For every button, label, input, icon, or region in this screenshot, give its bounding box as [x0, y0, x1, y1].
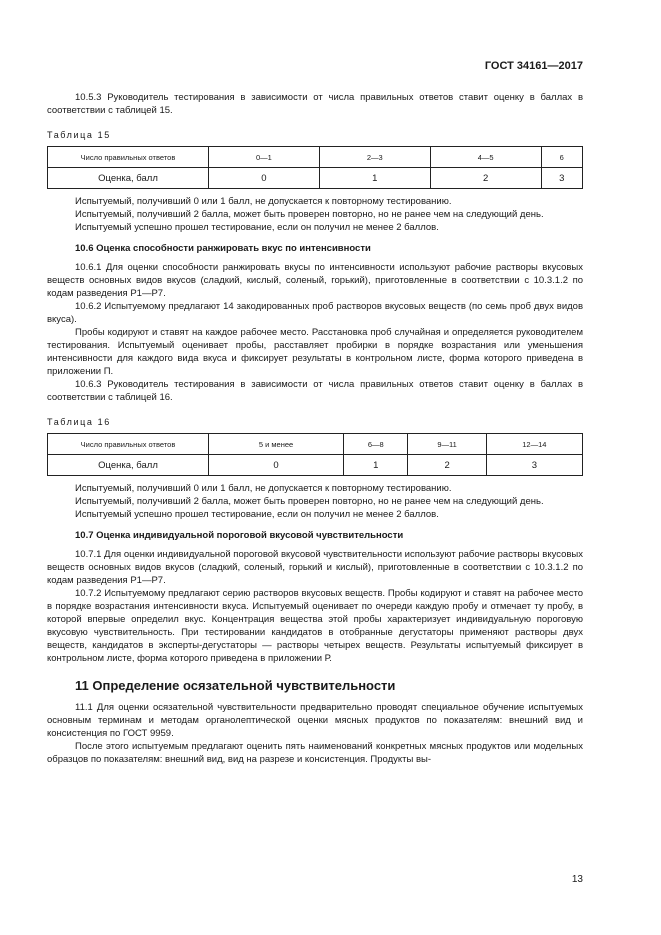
header-cell: Число правильных ответов [48, 434, 209, 455]
section-heading: 10.7 Оценка индивидуальной пороговой вкусовой чувствительности [75, 530, 404, 541]
header-cell: 2—3 [319, 147, 430, 168]
table-row [48, 455, 583, 476]
paragraph: 10.6.3 Руководитель тестирования в зависимости от числа правильных ответов ставит оценку в баллах в соответствии с таблицей 16. [47, 379, 583, 403]
paragraph: 11.1 Для оценки осязательной чувствительности предварительно проводят специальное обучение испытуемых основным терминам и методам органолептической оценки мясных продуктов по показателям: внешний вид и консистенция по ГОСТ 9959. [47, 702, 583, 739]
table-row [48, 168, 583, 189]
page-number: 13 [571, 874, 583, 885]
paragraph: 10.6.2 Испытуемому предлагают 14 закодированных проб растворов вкусовых веществ (по семь проб двух видов вкуса). [47, 301, 583, 325]
header-cell: 5 и менее [209, 434, 344, 455]
table-16 [47, 433, 583, 476]
table-header-row [48, 147, 583, 168]
header-cell: 0—1 [209, 147, 320, 168]
paragraph: Испытуемый успешно прошел тестирование, если он получил не менее 2 баллов. [75, 222, 439, 233]
paragraph: 10.6.1 Для оценки способности ранжировать вкусы по интенсивности используют рабочие растворы вкусовых веществ основных видов вкусов (сладкий, кислый, соленый, горький), приготовленные в соответствии с 10.3.1.2 по кодам разведения Р1—Р7. [47, 262, 583, 299]
table-cell: Оценка, балл [48, 455, 209, 476]
table-caption: Таблица 16 [47, 417, 111, 427]
page-content [47, 91, 583, 766]
paragraph: 10.5.3 Руководитель тестирования в зависимости от числа правильных ответов ставит оценку в баллах в соответствии с таблицей 15. [47, 92, 583, 116]
table-header-row [48, 434, 583, 455]
header-cell: 4—5 [430, 147, 541, 168]
header-cell: 9—11 [408, 434, 486, 455]
table-cell: 1 [319, 168, 430, 189]
table-cell: 3 [486, 455, 582, 476]
paragraph: После этого испытуемым предлагают оценить пять наименований конкретных мясных продуктов или модельных образцов по показателям: внешний вид, вид на разрезе и консистенция. Продукты вы- [47, 741, 583, 765]
table-cell: 3 [541, 168, 582, 189]
table-cell: 2 [408, 455, 486, 476]
table-cell: 0 [209, 455, 344, 476]
table-cell: 1 [344, 455, 408, 476]
header-cell: 6—8 [344, 434, 408, 455]
table-cell: 0 [209, 168, 320, 189]
table-caption: Таблица 15 [47, 130, 111, 140]
paragraph: 10.7.1 Для оценки индивидуальной пороговой вкусовой чувствительности используют рабочие растворы вкусовых веществ основных видов вкусов (сладкий, соленый, горький и кислый), приготовленные в соответствии с 10.3.1.2 по кодам разведения Р1—Р7. [47, 549, 583, 586]
paragraph: Испытуемый, получивший 0 или 1 балл, не допускается к повторному тестированию. [75, 196, 452, 207]
paragraph: 10.7.2 Испытуемому предлагают серию растворов вкусовых веществ. Пробы кодируют и ставят на рабочее место в порядке возрастания интенсивности вкуса. Испытуемый оценивает по очереди каждую пробу и отмечает ту пробу, в которой впервые определил вкус. Концентрация вещества этой пробы характеризует индивидуальную пороговую вкусовую чувствительность. При тестировании кандидатов в отобранные дегустаторы применяют растворы двух веществ, кандидатов в эксперты-дегустаторы — растворы четырех веществ. Результаты испытуемый фиксирует в контрольном листе, форма которого приведена в приложении Р. [47, 588, 583, 664]
paragraph: Испытуемый, получивший 2 балла, может быть проверен повторно, но не ранее чем на следующий день. [75, 496, 544, 507]
document-code: ГОСТ 34161—2017 [484, 60, 583, 72]
table-cell: Оценка, балл [48, 168, 209, 189]
header-cell: 12—14 [486, 434, 582, 455]
paragraph: Испытуемый, получивший 0 или 1 балл, не допускается к повторному тестированию. [75, 483, 452, 494]
chapter-heading: 11 Определение осязательной чувствительности [75, 678, 396, 693]
section-heading: 10.6 Оценка способности ранжировать вкус по интенсивности [75, 243, 371, 254]
paragraph: Испытуемый успешно прошел тестирование, если он получил не менее 2 баллов. [75, 509, 439, 520]
table-cell: 2 [430, 168, 541, 189]
header-cell: 6 [541, 147, 582, 168]
header-cell: Число правильных ответов [48, 147, 209, 168]
paragraph: Пробы кодируют и ставят на каждое рабочее место. Расстановка проб случайная и определяется руководителем тестирования. Испытуемый оценивает пробы, расставляет пробирки в порядке возрастания или уменьшения интенсивности для каждого вида вкуса и фиксирует результаты в контрольном листе, форма которого приведена в приложении П. [47, 327, 583, 377]
paragraph: Испытуемый, получивший 2 балла, может быть проверен повторно, но не ранее чем на следующий день. [75, 209, 544, 220]
table-15 [47, 146, 583, 189]
